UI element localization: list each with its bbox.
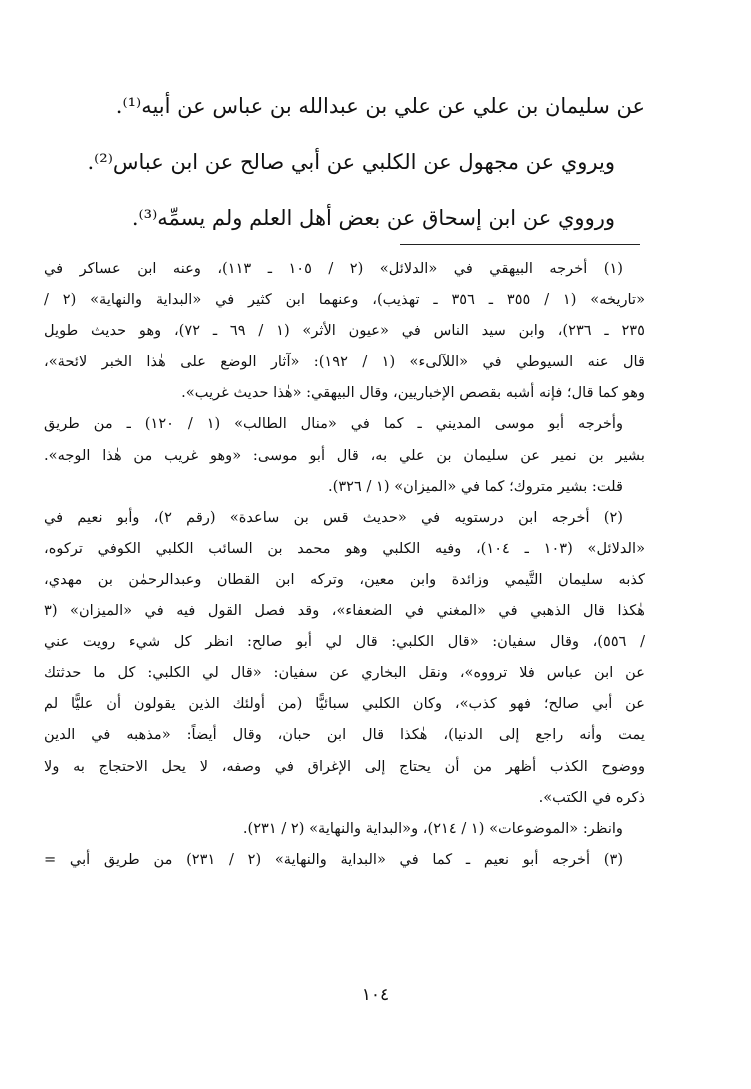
footnote-line: يمت وأنه راجع إلى الدنيا)، هٰكذا قال ابن حبان، وقال أيضاً: «مذهبه في الدين (44, 726, 645, 744)
footnote-line: (٣) أخرجه أبو نعيم ـ كما في «البداية والنهاية» (٢ / ٢٣١) من طريق أبي = (44, 850, 624, 868)
footnote-line: عن ابن عباس فلا ترووه»، ونقل البخاري عن سفيان: «قال لي الكلبي: كل ما حدثتك (44, 664, 645, 682)
footnotes (44, 253, 645, 875)
footnote-line: قلت: بشير متروك؛ كما في «الميزان» (١ / ٣٢٦). (327, 477, 623, 495)
footnote-line: (١) أخرجه البيهقي في «الدلائل» (٢ / ١٠٥ ـ ١١٣)، وعنه ابن عساكر في (44, 260, 623, 277)
footnote-line: «الدلائل» (١٠٣ ـ ١٠٤)، وفيه الكلبي وهو محمد بن السائب الكلبي الكوفي تركوه، (44, 539, 645, 557)
footnote-line: «تاريخه» (١ / ٣٥٥ ـ ٣٥٦ ـ تهذيب)، وعنهما ابن كثير في «البداية والنهاية» (٢ / (44, 291, 645, 309)
footnote-line: وهو كما قال؛ فإنه أشبه بقصص الإخباريين، وقال البيهقي: «هٰذا حديث غريب». (181, 384, 645, 402)
footnote-line: ووضوح الكذب أظهر من أن يحتاج إلى الإغراق في وصفه، لا يحل الاحتجاج به ولا (44, 757, 645, 775)
footnote-line: ٢٣٥ ـ ٢٣٦)، وابن سيد الناس في «عيون الأثر» (١ / ٦٩ ـ ٧٢)، وهو حديث طويل (44, 322, 645, 340)
main-line-1: عن سليمان بن علي عن علي بن عبدالله بن عباس عن أبيه⁽¹⁾. (115, 94, 645, 118)
page-number: ١٠٤ (361, 985, 390, 1005)
footnote-line: عن أبي صالح؛ فهو كذب»، وكان الكلبي سبائيًّا (من أولئك الذين يقولون أن عليًّا لم (44, 695, 645, 713)
footnote-line: (٢) أخرجه ابن درستويه في «حديث قس بن ساعدة» (رقم ٢)، وأبو نعيم في (44, 508, 623, 526)
footnote-separator (400, 244, 640, 245)
footnote-line: وأخرجه أبو موسى المديني ـ كما في «منال الطالب» (١ / ١٢٠) ـ من طريق (44, 415, 623, 433)
footnote-line: كذبه سليمان التَّيمي وزائدة وابن معين، وتركه ابن القطان وعبدالرحمٰن بن مهدي، (44, 570, 645, 588)
footnote-line: / ٥٥٦)، وقال سفيان: «قال الكلبي: قال لي أبو صالح: انظر كل شيء رويت عني (44, 633, 645, 651)
footnote-line: ذكره في الكتب». (538, 788, 645, 806)
main-line-3: ورووي عن ابن إسحاق عن بعض أهل العلم ولم يسمِّه⁽³⁾. (131, 206, 615, 230)
footnote-line: قال عنه السيوطي في «اللآلىء» (١ / ١٩٢): «آثار الوضع على هٰذا الخبر لائحة»، (44, 353, 645, 371)
main-text (40, 78, 645, 246)
footnote-line: وانظر: «الموضوعات» (١ / ٢١٤)، و«البداية والنهاية» (٢ / ٢٣١). (242, 819, 623, 837)
main-line-2: ويروي عن مجهول عن الكلبي عن أبي صالح عن ابن عباس⁽²⁾. (87, 150, 615, 174)
footnote-line: هٰكذا قال الذهبي في «المغني في الضعفاء»، وقد فصل القول فيه في «الميزان» (٣ (44, 602, 645, 620)
footnote-line: بشير بن نمير عن سليمان بن علي به، قال أبو موسى: «وهو غريب من هٰذا الوجه». (44, 446, 645, 464)
